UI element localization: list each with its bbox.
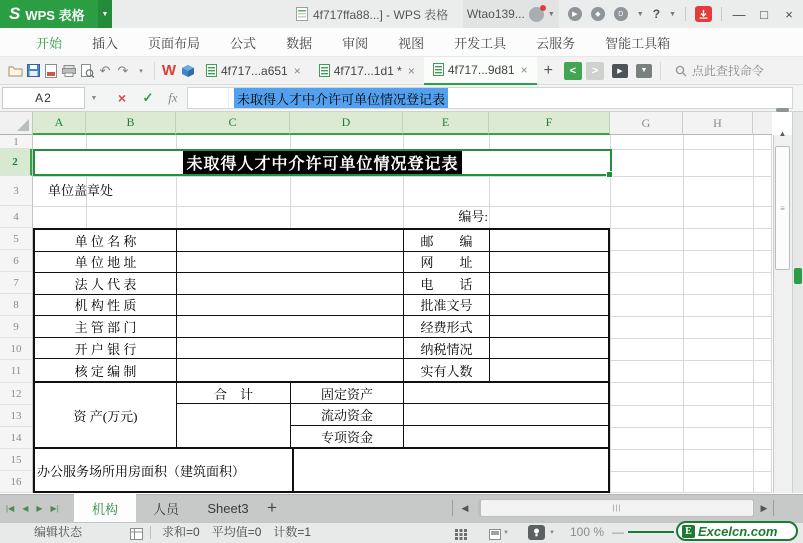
divider: [660, 62, 661, 80]
row-header-3[interactable]: 3: [0, 176, 32, 206]
insert-function-button[interactable]: fx: [168, 90, 178, 105]
cell-value[interactable]: [489, 316, 608, 338]
col-header-B[interactable]: B: [86, 112, 176, 135]
view-chevron-down-icon[interactable]: ▼: [503, 530, 509, 536]
divider: [452, 500, 453, 516]
cell-stamp-label[interactable]: 单位盖章处: [48, 183, 114, 198]
cell-value[interactable]: [176, 230, 403, 252]
ribbon-tabs: [0, 28, 803, 57]
cell-value[interactable]: [403, 383, 608, 404]
row-header-16[interactable]: 16: [0, 471, 32, 493]
status-aggregates: [162, 522, 311, 543]
last-sheet-icon[interactable]: ▶|: [50, 503, 59, 513]
vertical-scroll-thumb[interactable]: ≡: [775, 146, 790, 270]
fill-handle[interactable]: [606, 171, 613, 178]
col-header-C[interactable]: C: [176, 112, 290, 135]
col-header-A[interactable]: A: [33, 112, 86, 135]
cell-label[interactable]: 邮 编: [403, 230, 489, 252]
record-icon[interactable]: [130, 527, 143, 543]
row-header-15[interactable]: 15: [0, 449, 32, 471]
side-rail: [792, 112, 803, 493]
tab-home[interactable]: 开始: [36, 35, 63, 51]
col-header-D[interactable]: D: [290, 112, 403, 135]
cell-label[interactable]: 单 位 地 址: [35, 252, 176, 274]
cell-label[interactable]: 实有人数: [403, 359, 489, 381]
col-header-G[interactable]: G: [610, 112, 683, 135]
zoom-out-button[interactable]: —: [612, 525, 624, 539]
feedback-icon[interactable]: ▶: [568, 7, 582, 21]
tab-formulas[interactable]: 公式: [230, 35, 257, 51]
divider: [721, 7, 722, 21]
add-sheet-button[interactable]: +: [267, 498, 277, 517]
cell-value[interactable]: [489, 230, 608, 252]
gridline: [753, 135, 754, 493]
window-doc-title: 4f717ffa88...] - WPS 表格: [296, 0, 448, 28]
cell-label[interactable]: 电 话: [403, 273, 489, 295]
cell-label[interactable]: 批准文号: [403, 295, 489, 317]
tab-smart-toolbox[interactable]: 智能工具箱: [605, 35, 671, 51]
help-button[interactable]: ?: [652, 7, 661, 21]
account-button[interactable]: Wtao139... ▼: [463, 0, 559, 28]
redo-icon[interactable]: ↷: [117, 62, 129, 78]
row-header-11[interactable]: 11: [0, 360, 32, 383]
row-header-10[interactable]: 10: [0, 338, 32, 360]
close-tab-icon[interactable]: ×: [293, 63, 301, 78]
tab-review[interactable]: 审阅: [342, 35, 369, 51]
info-table: [33, 228, 610, 383]
cell-value[interactable]: [176, 359, 403, 381]
excelcn-text: Excelcn.com: [698, 523, 778, 539]
tab-view[interactable]: 视图: [398, 35, 425, 51]
print-preview-icon[interactable]: [78, 62, 96, 80]
wps-menu-chevron-down-icon[interactable]: ▼: [98, 0, 112, 28]
cell-label[interactable]: 开 户 银 行: [35, 338, 176, 360]
row-header-5[interactable]: 5: [0, 228, 32, 250]
row-header-12[interactable]: 12: [0, 383, 32, 405]
gridline: [33, 176, 772, 177]
gridline: [771, 135, 772, 493]
document-icon: [296, 7, 308, 21]
scroll-up-icon[interactable]: ▲: [778, 129, 787, 138]
close-button[interactable]: ×: [785, 6, 793, 22]
maximize-button[interactable]: □: [760, 6, 768, 22]
settings-icon[interactable]: ◆: [591, 7, 605, 21]
gridline: [610, 135, 611, 493]
titlebar-controls: [463, 0, 797, 28]
minimize-button[interactable]: —: [732, 6, 746, 22]
export-pdf-icon[interactable]: [42, 62, 60, 80]
doc-tab-1[interactable]: 4f717...a651 ×: [197, 57, 310, 85]
account-chevron-down-icon: ▼: [547, 10, 555, 18]
cube-icon[interactable]: [179, 62, 197, 80]
tab-cloud[interactable]: 云服务: [536, 35, 576, 51]
cell-label[interactable]: 单 位 名 称: [35, 230, 176, 252]
row-header-1[interactable]: 1: [0, 135, 32, 149]
titlebar: [0, 0, 803, 28]
new-tab-button[interactable]: +: [543, 61, 553, 79]
cell-asset-item[interactable]: 固定资产: [290, 383, 403, 404]
name-box[interactable]: A2: [2, 87, 85, 109]
cell-value[interactable]: [176, 338, 403, 360]
prev-sheet-icon[interactable]: ◀: [22, 503, 29, 513]
status-average: 平均值=0: [211, 525, 262, 539]
name-box-chevron-down-icon[interactable]: ▼: [90, 94, 98, 102]
watermark-line: [628, 531, 674, 533]
divider: [150, 526, 151, 539]
sheet-tab-renyuan[interactable]: 人员: [152, 501, 179, 517]
toolbar-more-chevron-down-icon[interactable]: ▾: [139, 67, 143, 75]
tab-developer[interactable]: 开发工具: [454, 35, 507, 51]
avatar: [529, 7, 544, 22]
search-icon: [675, 65, 687, 77]
title-selected-text: 未取得人才中介许可单位情况登记表: [183, 151, 461, 174]
split-handle[interactable]: [776, 108, 789, 112]
selected-title-cell[interactable]: [33, 149, 612, 176]
sheet-file-icon: [319, 64, 330, 77]
cell-label[interactable]: 经费形式: [403, 316, 489, 338]
next-sheet-icon[interactable]: ▶: [36, 503, 43, 513]
horizontal-scroll-thumb[interactable]: |||: [481, 500, 753, 516]
reader-mode-icon[interactable]: [528, 525, 545, 540]
command-search[interactable]: 点此查找命令: [675, 62, 764, 79]
excelcn-e-icon: E: [682, 525, 695, 538]
divider: [228, 87, 229, 109]
cell-label[interactable]: 网 址: [403, 252, 489, 274]
tab-list-icon[interactable]: ▼: [636, 64, 652, 78]
help-chevron-down-icon[interactable]: ▼: [669, 10, 676, 18]
cell-label[interactable]: 法 人 代 表: [35, 273, 176, 295]
first-sheet-icon[interactable]: |◀: [6, 503, 15, 513]
row-header-4[interactable]: 4: [0, 206, 32, 228]
cell-value[interactable]: [403, 426, 608, 447]
sheet-file-icon: [433, 63, 444, 76]
tab-nav-forward-button[interactable]: >: [586, 62, 604, 80]
office-area-table: [33, 449, 610, 493]
cell-value[interactable]: [489, 338, 608, 360]
zoom-level[interactable]: 100 %: [570, 525, 605, 539]
gridline: [683, 135, 684, 493]
save-icon[interactable]: [24, 62, 42, 80]
tab-nav-back-button[interactable]: <: [564, 62, 582, 80]
row-header-7[interactable]: 7: [0, 272, 32, 294]
doc-tab-3-active[interactable]: 4f717...9d81 ×: [424, 57, 537, 85]
cell-value[interactable]: [489, 252, 608, 274]
row-header-6[interactable]: 6: [0, 250, 32, 272]
sheet-tab-sheet3[interactable]: Sheet3: [207, 500, 249, 516]
divider: [154, 62, 155, 80]
cell-label[interactable]: 核 定 编 制: [74, 363, 137, 379]
divider: [773, 500, 774, 516]
print-icon[interactable]: [60, 62, 78, 80]
wps-s-icon: S: [9, 4, 21, 23]
status-sum: 求和=0: [162, 525, 200, 539]
reader-chevron-down-icon[interactable]: ▼: [549, 530, 555, 536]
cell-number-label[interactable]: 编号:: [458, 209, 488, 224]
tab-page-layout[interactable]: 页面布局: [148, 35, 201, 51]
sheet-tab-jigou[interactable]: 机构: [74, 494, 136, 522]
cell-label[interactable]: 机 构 性 质: [35, 295, 176, 317]
cell-total-label[interactable]: 合 计: [176, 383, 290, 404]
col-header-H[interactable]: H: [683, 112, 753, 135]
cell-value[interactable]: [489, 295, 608, 317]
scroll-right-icon[interactable]: ▶: [760, 502, 768, 513]
cell-value[interactable]: [176, 273, 403, 295]
status-count: 计数=1: [273, 525, 312, 539]
cell-office-area-label[interactable]: 办公服务场所用房面积（建筑面积）: [35, 449, 294, 491]
row-header-8[interactable]: 8: [0, 294, 32, 316]
open-icon[interactable]: [6, 62, 24, 80]
cell-value[interactable]: [176, 252, 403, 274]
sheet-nav: [6, 494, 59, 522]
cell-value[interactable]: [176, 316, 403, 338]
cell-label[interactable]: 纳税情况: [403, 338, 489, 360]
skin-chevron-down-icon[interactable]: ▼: [636, 10, 644, 18]
wps-logo-button[interactable]: [0, 0, 98, 28]
confirm-entry-button[interactable]: ✓: [142, 90, 154, 105]
cell-assets-label[interactable]: 资 产(万元): [73, 408, 138, 424]
col-header-E[interactable]: E: [403, 112, 489, 135]
scroll-left-icon[interactable]: ◀: [461, 502, 469, 513]
close-tab-icon[interactable]: ×: [407, 63, 415, 78]
doc-tab-2[interactable]: 4f717...1d1 * ×: [310, 57, 424, 85]
sheet-file-icon: [206, 64, 217, 77]
row-header-9[interactable]: 9: [0, 316, 32, 338]
cell-label[interactable]: 主 管 部 门: [35, 316, 176, 338]
cell-total-value[interactable]: [176, 404, 290, 447]
normal-view-icon[interactable]: [455, 527, 467, 543]
download-manager-icon[interactable]: [695, 6, 712, 22]
status-mode: 编辑状态: [34, 525, 83, 539]
cancel-entry-button[interactable]: ×: [117, 90, 127, 106]
quick-toolbar: [0, 57, 803, 85]
select-all-triangle-icon: [17, 119, 29, 131]
close-tab-icon[interactable]: ×: [520, 62, 528, 77]
app-title: WPS 表格: [25, 7, 85, 23]
side-panel-toggle[interactable]: [794, 268, 802, 284]
excelcn-watermark: [676, 521, 798, 541]
divider: [685, 7, 686, 21]
col-header-F[interactable]: F: [489, 112, 610, 135]
select-all-corner[interactable]: [0, 112, 33, 135]
page-layout-view-icon[interactable]: [489, 527, 501, 543]
skin-icon[interactable]: D: [614, 7, 628, 21]
formula-selected-text: 未取得人才中介许可单位情况登记表: [234, 88, 448, 109]
play-demo-icon[interactable]: ▶: [612, 64, 628, 78]
assets-table: [33, 383, 610, 449]
tab-insert[interactable]: 插入: [92, 35, 119, 51]
row-header-2[interactable]: 2: [0, 149, 32, 176]
undo-icon[interactable]: ↶: [99, 62, 111, 78]
cell-value[interactable]: [489, 273, 608, 295]
formula-input[interactable]: [187, 87, 793, 109]
tab-data[interactable]: 数据: [286, 35, 313, 51]
cell-value[interactable]: [403, 404, 608, 425]
cell-value[interactable]: [176, 295, 403, 317]
col-header-filler: [753, 112, 772, 135]
cell-value[interactable]: [489, 359, 608, 381]
row-header-13[interactable]: 13: [0, 405, 32, 427]
cell-asset-item[interactable]: 流动资金: [290, 404, 403, 425]
cell-asset-item[interactable]: 专项资金: [290, 426, 403, 447]
wps-w-icon[interactable]: W: [161, 62, 177, 79]
row-header-14[interactable]: 14: [0, 427, 32, 449]
cell-value[interactable]: [294, 449, 608, 491]
